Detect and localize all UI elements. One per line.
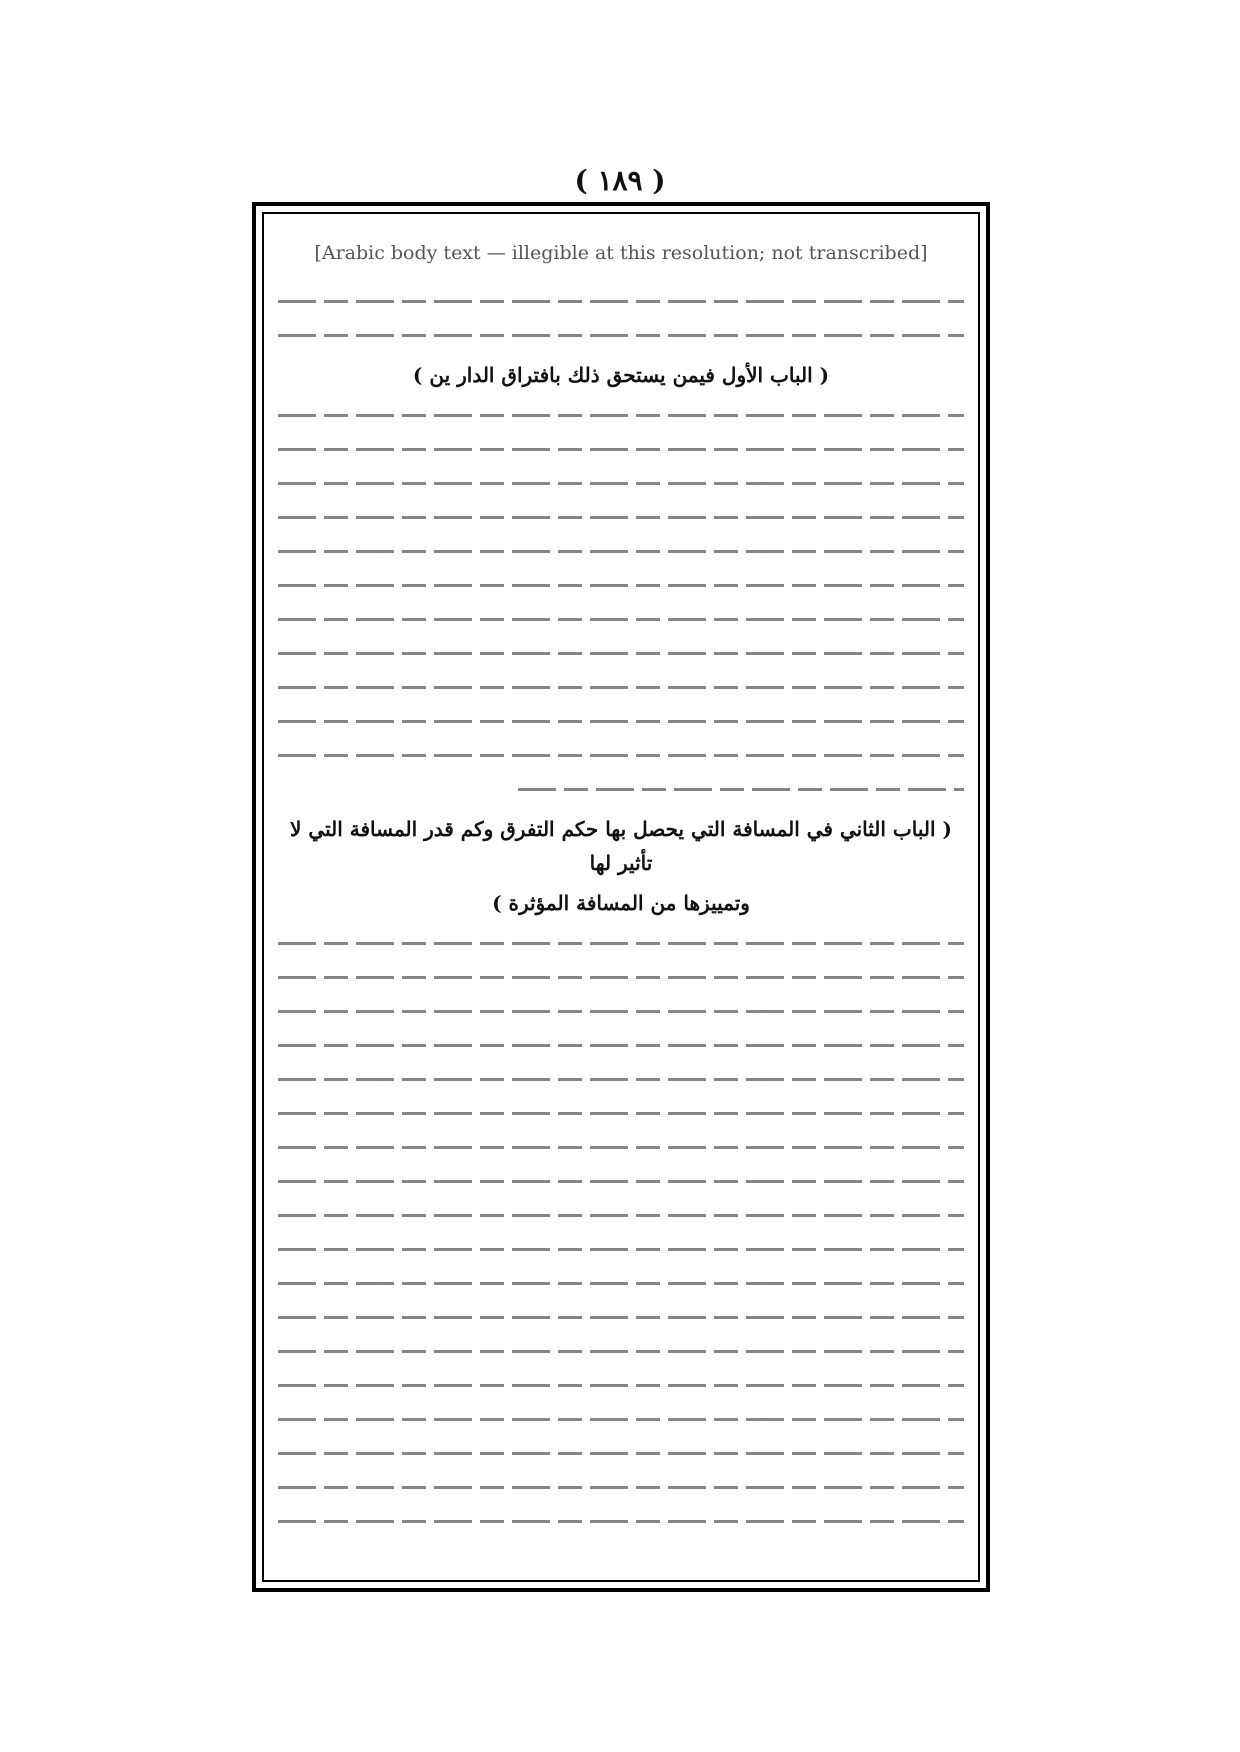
- text-line: [278, 704, 964, 738]
- text-line: [278, 318, 964, 352]
- text-line: [278, 1164, 964, 1198]
- text-line: [278, 1028, 964, 1062]
- text-line: [278, 1334, 964, 1368]
- text-block: [278, 228, 964, 1566]
- text-line: [278, 738, 964, 772]
- text-line: [278, 398, 964, 432]
- text-line: [278, 670, 964, 704]
- text-line: [278, 466, 964, 500]
- text-line: [278, 1198, 964, 1232]
- text-line: [278, 568, 964, 602]
- page-border: [252, 202, 990, 1592]
- section-heading-2-cont: وتمييزها من المسافة المؤثرة ): [492, 891, 750, 915]
- text-line: [278, 1470, 964, 1504]
- text-line: [278, 602, 964, 636]
- text-line: [278, 1096, 964, 1130]
- text-line: [278, 500, 964, 534]
- section-heading-2: ( الباب الثاني في المسافة التي يحصل بها حكم التفرق وكم قدر المسافة التي لا تأثير لها: [290, 817, 952, 875]
- text-line: [278, 1300, 964, 1334]
- text-line: [278, 960, 964, 994]
- text-line: [278, 926, 964, 960]
- text-line: [278, 1232, 964, 1266]
- text-line: [278, 1062, 964, 1096]
- text-line: [278, 1402, 964, 1436]
- unreadable-text-note: [Arabic body text — illegible at this resolution; not transcribed]: [314, 242, 928, 264]
- text-line: [278, 1504, 964, 1538]
- text-line: [278, 432, 964, 466]
- text-line: [278, 636, 964, 670]
- text-line: [278, 1266, 964, 1300]
- page-number: ( ١٨٩ ): [574, 164, 666, 197]
- text-line: [278, 534, 964, 568]
- section-heading-1: ( الباب الأول فيمن يستحق ذلك بافتراق الدار ين ): [412, 363, 830, 387]
- inner-border: [262, 212, 980, 1582]
- text-line: [278, 1368, 964, 1402]
- text-line: [278, 1436, 964, 1470]
- text-line: [278, 994, 964, 1028]
- text-line: [278, 284, 964, 318]
- text-line: [278, 1130, 964, 1164]
- text-line: [278, 772, 964, 806]
